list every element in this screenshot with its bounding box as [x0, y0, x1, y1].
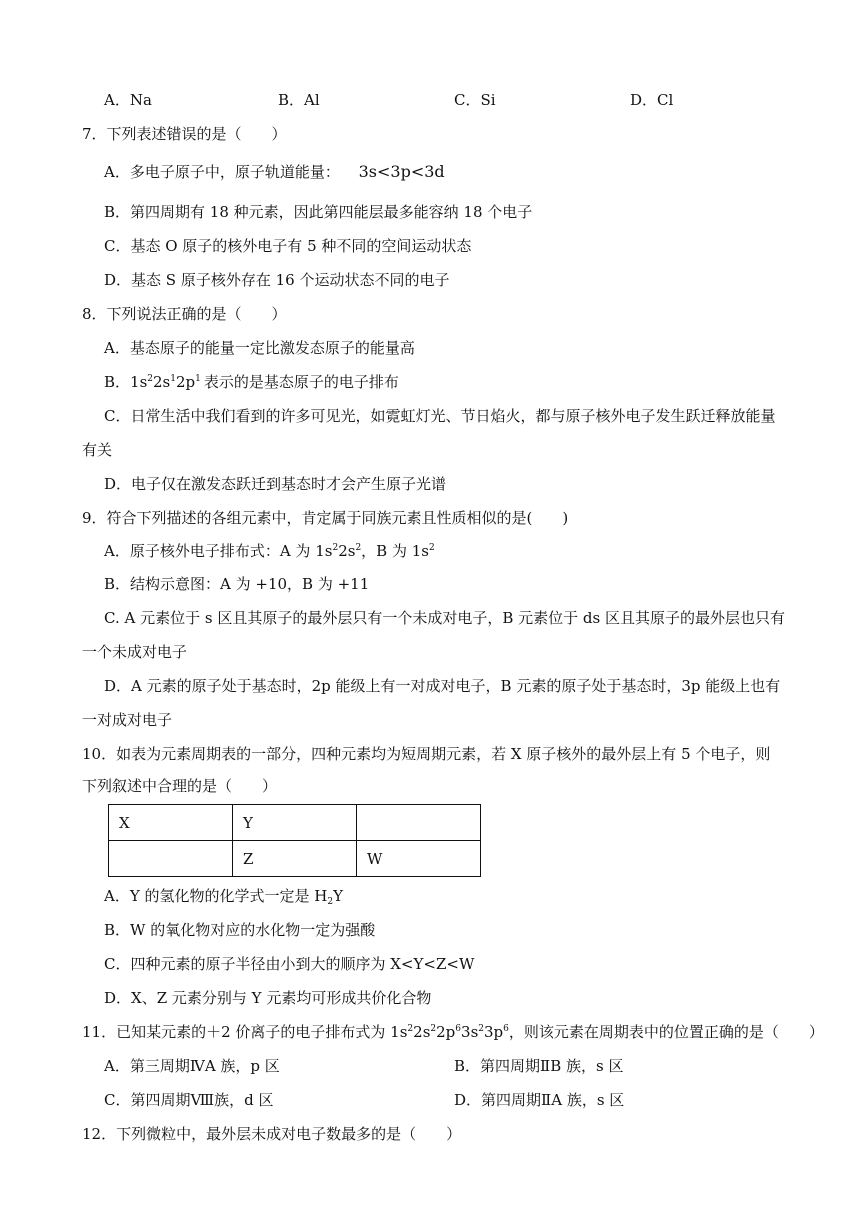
config-term: 2p — [176, 373, 196, 391]
config-term: 1s — [411, 542, 429, 560]
config-term: 2s — [338, 542, 356, 560]
config-exp: 2 — [332, 543, 339, 553]
q11-option-c: C．第四周期Ⅷ族，d 区 — [104, 1091, 274, 1109]
q11-stem-tail: ，则该元素在周期表中的位置正确的是（ ） — [508, 1023, 824, 1041]
q8-option-d: D．电子仅在激发态跃迁到基态时才会产生原子光谱 — [104, 475, 447, 493]
config-exp: 1 — [170, 374, 176, 384]
config-term: 2s — [413, 1023, 431, 1041]
q11-stem-text: 11．已知某元素的＋2 价离子的电子排布式为 — [82, 1023, 391, 1041]
q8-option-c-line1: C．日常生活中我们看到的许多可见光，如霓虹灯光、节日焰火，都与原子核外电子发生跃迁释放能量 — [104, 407, 776, 425]
q7-option-a-formula: 3s<3p<3d — [358, 162, 445, 181]
q7-stem: 7．下列表述错误的是（ ） — [82, 125, 287, 143]
table-cell: Y — [232, 805, 356, 841]
q9-option-a-text: A．原子核外电子排布式：A 为 — [104, 542, 316, 560]
config-exp: 1 — [195, 374, 201, 384]
table-cell — [109, 841, 233, 877]
q7-option-c: C．基态 O 原子的核外电子有 5 种不同的空间运动状态 — [104, 237, 472, 255]
q7-option-a — [104, 162, 445, 182]
q8-option-a: A．基态原子的能量一定比激发态原子的能量高 — [104, 339, 415, 357]
q7-option-b: B．第四周期有 18 种元素，因此第四能层最多能容纳 18 个电子 — [104, 203, 533, 221]
config-exp: 6 — [455, 1024, 462, 1034]
q6-option-d: D．Cl — [630, 91, 674, 109]
q6-option-b: B．Al — [278, 91, 320, 109]
config-term: 1s — [390, 1023, 408, 1041]
q8-option-b-text: 表示的是基态原子的电子排布 — [203, 373, 399, 391]
q8-option-b — [104, 372, 399, 392]
q8-option-b-label: B． — [104, 373, 131, 391]
q11-option-d: D．第四周期ⅡA 族，s 区 — [454, 1091, 625, 1109]
q8-stem: 8．下列说法正确的是（ ） — [82, 305, 287, 323]
q10-option-c: C．四种元素的原子半径由小到大的顺序为 X<Y<Z<W — [104, 955, 475, 973]
q10-option-a-text: A．Y 的氢化物的化学式一定是 H — [104, 887, 328, 905]
q11-option-b: B．第四周期ⅡB 族，s 区 — [454, 1057, 624, 1075]
config-term: 2s — [153, 373, 171, 391]
q9-option-b: B．结构示意图：A 为 +10，B 为 +11 — [104, 575, 370, 593]
config-term: 3p — [484, 1023, 504, 1041]
table-row — [109, 805, 481, 841]
q7-option-a-text: A．多电子原子中，原子轨道能量： — [104, 163, 340, 181]
table-cell: Z — [232, 841, 356, 877]
q9-option-d-line2: 一对成对电子 — [82, 711, 173, 729]
periodic-table-fragment — [108, 804, 481, 877]
q9-option-a-mid: ，B 为 — [361, 542, 412, 560]
table-cell: W — [356, 841, 480, 877]
config-term: 3s — [461, 1023, 479, 1041]
q9-option-c-line1: C. A 元素位于 s 区且其原子的最外层只有一个未成对电子，B 元素位于 ds 区且其原子的最外层也只有 — [104, 609, 785, 627]
q12-stem: 12．下列微粒中，最外层未成对电子数最多的是（ ） — [82, 1125, 462, 1143]
q10-option-a — [104, 886, 343, 906]
config-exp: 6 — [503, 1024, 509, 1034]
q11-option-a: A．第三周期ⅣA 族，p 区 — [104, 1057, 280, 1075]
q10-option-d: D．X、Z 元素分别与 Y 元素均可形成共价化合物 — [104, 989, 432, 1007]
config-exp: 2 — [407, 1024, 414, 1034]
q10-stem-line1: 10．如表为元素周期表的一部分，四种元素均为短周期元素，若 X 原子核外的最外层上有 5 个电子，则 — [82, 745, 771, 763]
q6-option-a: A．Na — [104, 91, 152, 109]
table-cell — [356, 805, 480, 841]
config-term: 1s — [130, 373, 148, 391]
q11-stem — [82, 1022, 824, 1042]
config-exp: 2 — [355, 543, 362, 553]
q8-option-c-line2: 有关 — [82, 441, 113, 459]
q10-stem-line2: 下列叙述中合理的是（ ） — [82, 777, 278, 795]
config-exp: 2 — [430, 1024, 437, 1034]
q6-option-c: C．Si — [454, 91, 496, 109]
q9-option-c-line2: 一个未成对电子 — [82, 643, 188, 661]
q9-option-d-line1: D．A 元素的原子处于基态时，2p 能级上有一对成对电子，B 元素的原子处于基态时，3p 能级上也有 — [104, 677, 781, 695]
config-term: 2p — [436, 1023, 456, 1041]
config-exp: 2 — [428, 543, 435, 553]
q7-option-d: D．基态 S 原子核外存在 16 个运动状态不同的电子 — [104, 271, 450, 289]
config-exp: 2 — [147, 374, 154, 384]
q10-option-b: B．W 的氧化物对应的水化物一定为强酸 — [104, 921, 376, 939]
q9-option-a — [104, 541, 435, 561]
formula-subscript: 2 — [327, 897, 334, 907]
q9-stem: 9．符合下列描述的各组元素中，肯定属于同族元素且性质相似的是( ) — [82, 509, 569, 527]
table-row — [109, 841, 481, 877]
config-term: 1s — [315, 542, 333, 560]
config-exp: 2 — [478, 1024, 485, 1034]
table-cell: X — [109, 805, 233, 841]
q10-option-a-tail: Y — [333, 887, 343, 905]
